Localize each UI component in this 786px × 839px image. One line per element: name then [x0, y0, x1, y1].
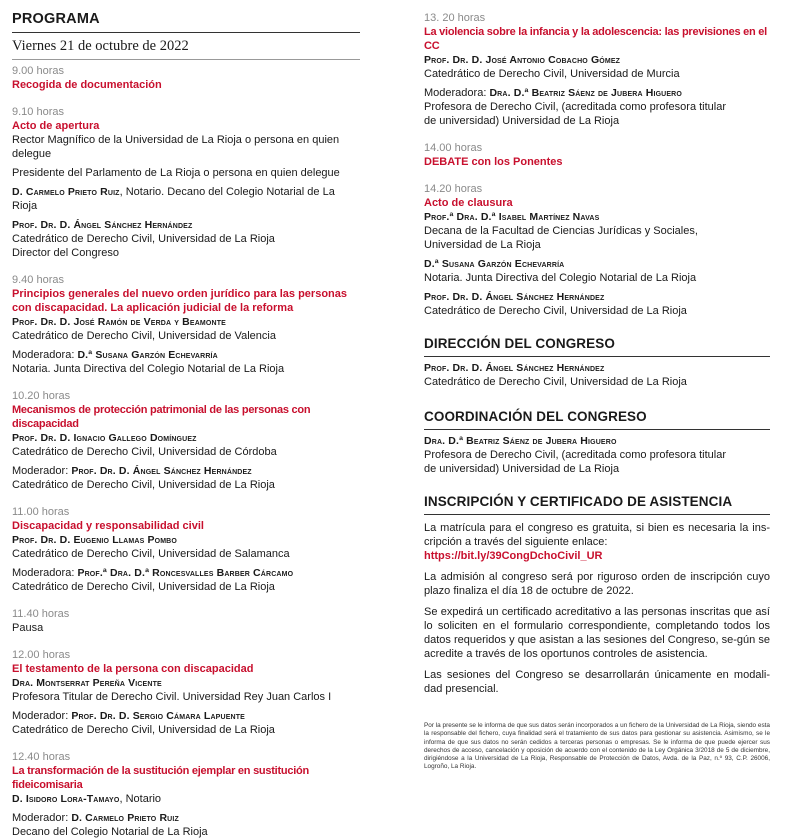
speaker-name: D.ª Susana Garzón Echevarría — [77, 349, 218, 361]
session-line — [12, 218, 360, 232]
left-sessions — [12, 64, 360, 839]
coordinacion-heading: COORDINACIÓN DEL CONGRESO — [424, 409, 647, 424]
session-text: Moderador: — [12, 465, 72, 477]
session-title: con discapacidad. La aplicación judicial de la reforma — [12, 302, 294, 314]
session-title: Acto de clausura — [424, 197, 513, 209]
speaker-name: Prof. Dr. D. José Antonio Cobacho Gómez — [424, 54, 621, 66]
session-line — [12, 246, 360, 260]
session-text: de universidad) Universidad de La Rioja — [424, 115, 620, 127]
speaker-name: Prof. Dr. D. José Ramón de Verda y Beamonte — [12, 316, 226, 328]
session-text: Catedrático de Derecho Civil, Universidad de La Rioja — [12, 479, 275, 491]
speaker-name: Prof. Dr. D. Eugenio Llamas Pombo — [12, 534, 177, 546]
session-text: Universidad de La Rioja — [424, 239, 541, 251]
session-text: Presidente del Parlamento de La Rioja o persona en quien delegue — [12, 167, 340, 179]
session-text: Catedrático de Derecho Civil, Universidad de Murcia — [424, 68, 680, 80]
speaker-name: Prof.ª Dra. D.ª Isabel Martínez Navas — [424, 211, 600, 223]
session-title: El testamento de la persona con discapacidad — [12, 663, 254, 675]
session-text: Catedrático de Derecho Civil, Universidad de Córdoba — [12, 446, 277, 458]
session-block — [12, 648, 360, 737]
session-line — [12, 166, 360, 180]
session-line — [424, 238, 770, 252]
speaker-name: Prof. Dr. D. Ignacio Gallego Domínguez — [12, 432, 197, 444]
session-line — [12, 362, 360, 376]
session-line — [12, 792, 360, 806]
session-line — [12, 185, 360, 213]
session-line — [12, 547, 360, 561]
program-day-rule — [12, 59, 360, 60]
session-text: Catedrático de Derecho Civil, Universidad de Salamanca — [12, 548, 290, 560]
session-time: 12.00 horas — [12, 649, 71, 661]
session-text: Pausa — [12, 622, 44, 634]
session-block — [12, 105, 360, 260]
program-title: PROGRAMA — [12, 11, 100, 27]
speaker-name: Dra. D.ª Beatriz Sáenz de Jubera Higuero — [489, 87, 682, 99]
session-line — [12, 709, 360, 723]
program-day: Viernes 21 de octubre de 2022 — [12, 38, 189, 54]
session-block — [12, 607, 360, 635]
coordinacion-name: Dra. D.ª Beatriz Sáenz de Jubera Higuero — [424, 435, 617, 447]
session-time: 9.10 horas — [12, 106, 64, 118]
session-text: Notaria. Junta Directiva del Colegio Notarial de La Rioja — [12, 363, 285, 375]
legal-notice: Por la presente se le informa de que sus datos serán incorporados a un fichero de la Universidad de La Rioja, siendo esta la responsable del fichero, cuya finalidad será el tratamiento de sus datos para gestionar su asistencia. Asimismo, se le informa de que sus datos no serán cedidos a terceras personas o empresas. Se le informa de que puede ejercer sus derechos de acceso, cancelación y oposición de acuerdo con el contenido de la Ley Orgánica 3/2018 de 5 de diciembre, dirigiéndose a la Universidad de La Rioja, Responsable de Protección de Datos, Avda. de la Paz, n.º 93, C.P. 26006, Logroño, La Rioja. — [424, 722, 770, 771]
session-text: Catedrático de Derecho Civil, Universidad de Valencia — [12, 330, 276, 342]
session-time: 14.00 horas — [424, 142, 483, 154]
coordinacion-role-1: Profesora de Derecho Civil, (acreditada como profesora titular — [424, 449, 727, 461]
session-text: Catedrático de Derecho Civil, Universidad de La Rioja — [12, 233, 275, 245]
session-line — [12, 464, 360, 478]
session-title: DEBATE con los Ponentes — [424, 156, 563, 168]
speaker-name: D. Carmelo Prieto Ruiz — [12, 186, 120, 198]
speaker-name: Prof. Dr. D. Sergio Cámara Lapuente — [71, 710, 245, 722]
session-title: Recogida de documentación — [12, 79, 162, 91]
session-line — [424, 210, 770, 224]
session-text: Director del Congreso — [12, 247, 119, 259]
direccion-name: Prof. Dr. D. Ángel Sánchez Hernández — [424, 362, 605, 374]
session-time: 12.40 horas — [12, 751, 71, 763]
session-text: Notaria. Junta Directiva del Colegio Notarial de La Rioja — [424, 272, 697, 284]
inscripcion-heading: INSCRIPCIÓN Y CERTIFICADO DE ASISTENCIA — [424, 494, 733, 509]
inscripcion-link-line — [424, 549, 770, 563]
right-sessions — [424, 11, 770, 318]
session-line — [12, 811, 360, 825]
right-column — [424, 0, 770, 772]
session-line — [12, 690, 360, 704]
session-text: Moderador: — [12, 710, 72, 722]
session-text: , Notario — [119, 793, 162, 805]
direccion-role: Catedrático de Derecho Civil, Universidad de La Rioja — [424, 376, 687, 388]
session-title: Acto de apertura — [12, 120, 100, 132]
direccion-section — [424, 336, 770, 389]
session-title: La violencia sobre la infancia y la adolescencia: las previsiones en el CC — [424, 26, 767, 52]
session-line — [424, 271, 770, 285]
speaker-name: D.ª Susana Garzón Echevarría — [424, 258, 565, 270]
session-time: 13. 20 horas — [424, 12, 486, 24]
session-line — [12, 825, 360, 839]
session-line — [424, 67, 770, 81]
session-line — [12, 133, 360, 161]
session-line — [12, 329, 360, 343]
session-line — [12, 348, 360, 362]
session-text: Profesora Titular de Derecho Civil. Universidad Rey Juan Carlos I — [12, 691, 332, 703]
session-time: 9.00 horas — [12, 65, 64, 77]
speaker-name: Prof. Dr. D. Ángel Sánchez Hernández — [12, 219, 193, 231]
coordinacion-role-2: de universidad) Universidad de La Rioja — [424, 463, 620, 475]
speaker-name: Prof. Dr. D. Ángel Sánchez Hernández — [424, 291, 605, 303]
coordinacion-section — [424, 409, 770, 476]
session-block — [12, 64, 360, 92]
session-text: Decano del Colegio Notarial de La Rioja — [12, 826, 208, 838]
session-block — [12, 750, 360, 839]
session-title: Discapacidad y responsabilidad civil — [12, 520, 204, 532]
session-line — [12, 723, 360, 737]
session-time: 11.40 horas — [12, 608, 70, 620]
session-title: Principios generales del nuevo orden jurídico para las personas — [12, 288, 347, 300]
inscripcion-link[interactable]: https://bit.ly/39CongDchoCivil_UR — [424, 550, 603, 562]
session-line — [12, 566, 360, 580]
session-line — [12, 580, 360, 594]
session-line — [424, 290, 770, 304]
session-text: Moderadora: — [424, 87, 490, 99]
inscripcion-paragraph-4: Las sesiones del Congreso se desarrollarán únicamente en modali-dad presencial. — [424, 669, 770, 695]
session-line — [12, 232, 360, 246]
session-line — [424, 100, 770, 114]
inscripcion-paragraph-1: La matrícula para el congreso es gratuita, si bien es necesaria la ins-cripción a través del siguiente enlace: — [424, 522, 770, 548]
speaker-name: D. Carmelo Prieto Ruiz — [71, 812, 179, 824]
session-time: 11.00 horas — [12, 506, 70, 518]
session-line — [424, 114, 770, 128]
session-block — [424, 141, 770, 169]
session-line — [12, 621, 360, 635]
session-line — [12, 445, 360, 459]
session-block — [12, 389, 360, 492]
session-title: La transformación de la sustitución ejemplar en sustitución fideicomisaria — [12, 765, 309, 791]
session-block — [424, 182, 770, 318]
session-text: Catedrático de Derecho Civil, Universidad de La Rioja — [12, 724, 275, 736]
speaker-name: D. Isidoro Lora-Tamayo — [12, 793, 120, 805]
session-line — [424, 224, 770, 238]
session-line — [12, 315, 360, 329]
speaker-name: Dra. Montserrat Pereña Vicente — [12, 677, 162, 689]
speaker-name: Prof. Dr. D. Ángel Sánchez Hernández — [71, 465, 252, 477]
inscripcion-paragraph-3: Se expedirá un certificado acreditativo a las personas inscritas que así lo soliciten en el formulario correspondiente, completando todos los datos requeridos y que asistan a las sesiones del Congreso, se-gún se acredite a través de los oportunos controles de asistencia. — [424, 606, 770, 660]
session-line — [12, 431, 360, 445]
session-text: Rector Magnífico de la Universidad de La Rioja o persona en quien delegue — [12, 134, 340, 160]
session-line — [12, 676, 360, 690]
speaker-name: Prof.ª Dra. D.ª Roncesvalles Barber Cárcamo — [77, 567, 294, 579]
session-text: Catedrático de Derecho Civil, Universidad de La Rioja — [424, 305, 687, 317]
session-title: Mecanismos de protección patrimonial de las personas con discapacidad — [12, 404, 311, 430]
session-line — [424, 86, 770, 100]
session-line — [424, 257, 770, 271]
session-line — [424, 304, 770, 318]
session-block — [12, 273, 360, 376]
session-time: 10.20 horas — [12, 390, 71, 402]
left-column — [12, 0, 360, 839]
program-title-rule — [12, 32, 360, 33]
session-text: Moderador: — [12, 812, 72, 824]
session-text: Catedrático de Derecho Civil, Universidad de La Rioja — [12, 581, 275, 593]
inscripcion-paragraph-2: La admisión al congreso será por riguroso orden de inscripción cuyo plazo finaliza el día 18 de octubre de 2022. — [424, 571, 770, 597]
session-line — [12, 533, 360, 547]
session-text: , Notario. Decano del Colegio Notarial de La Rioja — [12, 186, 335, 212]
direccion-rule — [424, 356, 770, 357]
direccion-heading: DIRECCIÓN DEL CONGRESO — [424, 336, 615, 351]
session-line — [12, 478, 360, 492]
session-text: Profesora de Derecho Civil, (acreditada como profesora titular — [424, 101, 727, 113]
session-text: Moderadora: — [12, 349, 78, 361]
session-line — [424, 53, 770, 67]
session-time: 9.40 horas — [12, 274, 64, 286]
session-block — [12, 505, 360, 594]
session-text: Decana de la Facultad de Ciencias Jurídicas y Sociales, — [424, 225, 698, 237]
session-block — [424, 11, 770, 128]
inscripcion-rule — [424, 514, 770, 515]
session-text: Moderadora: — [12, 567, 78, 579]
coordinacion-rule — [424, 429, 770, 430]
session-time: 14.20 horas — [424, 183, 483, 195]
inscripcion-section — [424, 494, 770, 696]
